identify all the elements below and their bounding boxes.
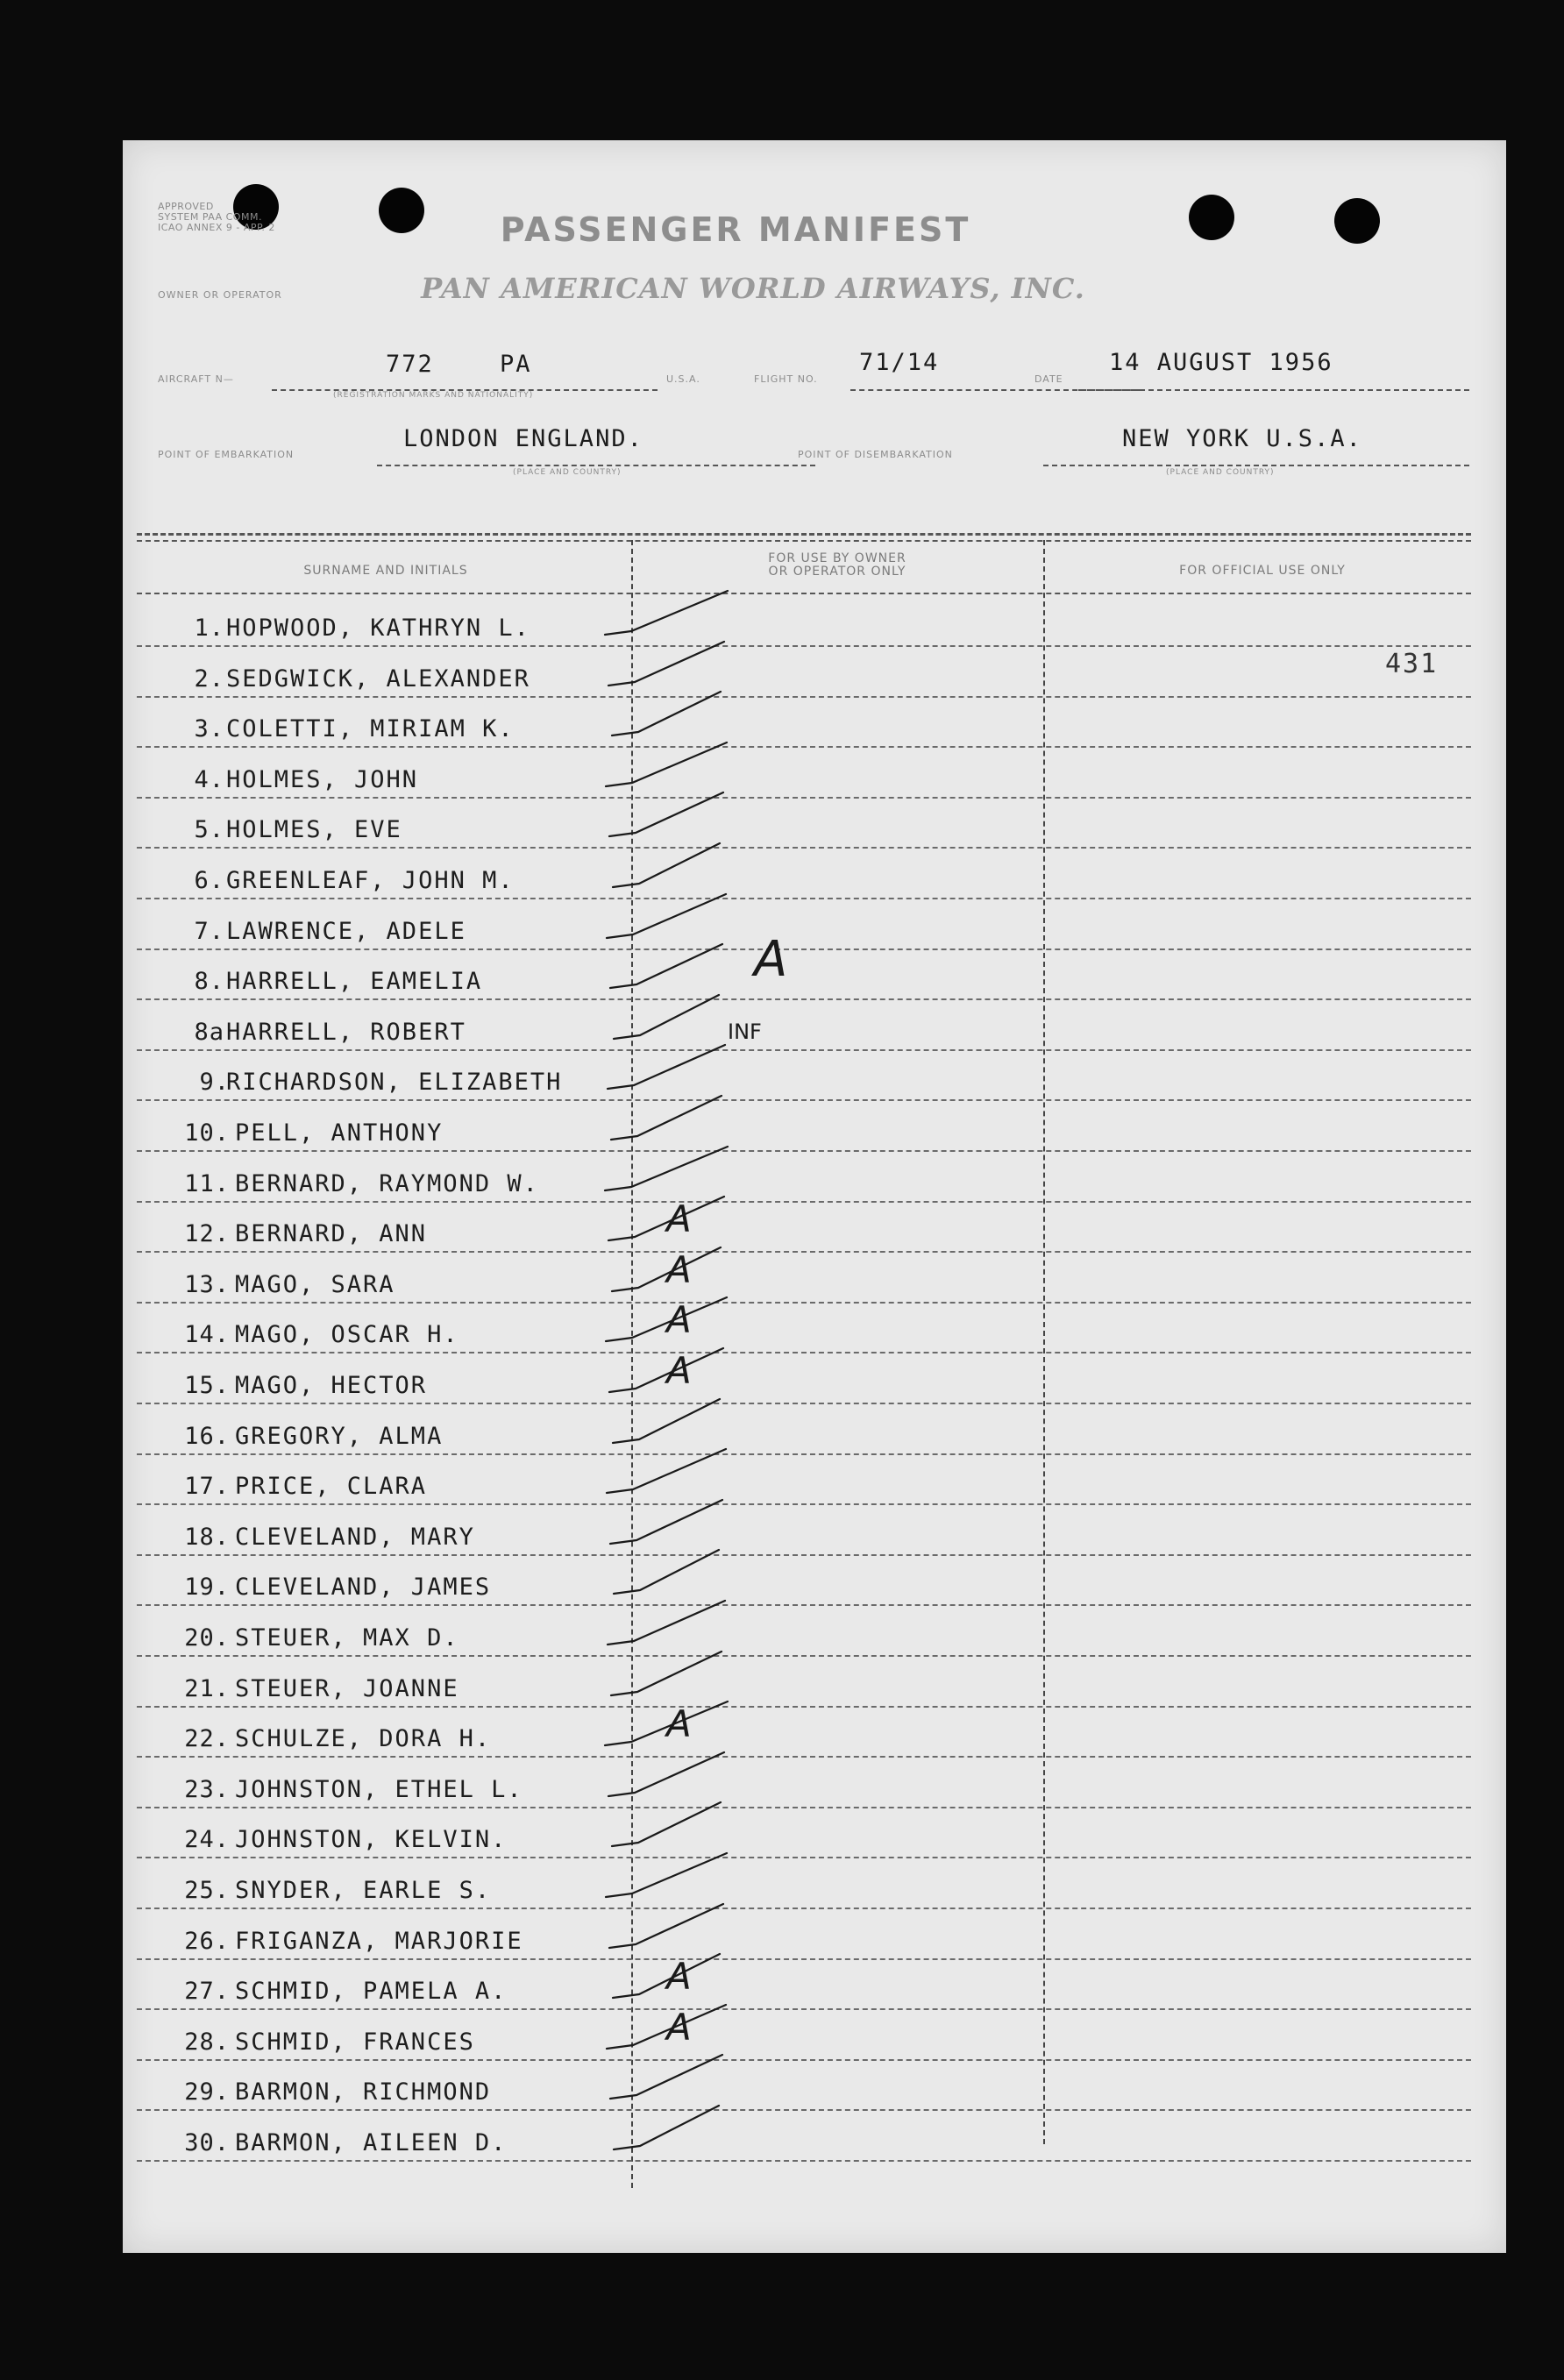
passenger-name: LAWRENCE, ADELE (226, 917, 466, 945)
date-underline (1078, 389, 1469, 391)
passenger-number: 23. (184, 1775, 230, 1803)
handwritten-mark: A (666, 2005, 692, 2049)
passenger-number: 16. (184, 1422, 230, 1450)
passenger-number: 28. (184, 2028, 230, 2056)
passenger-number: 9. (199, 1069, 230, 1097)
passenger-number: 8a (194, 1018, 224, 1046)
passenger-name: SCHMID, PAMELA A. (235, 1978, 508, 2006)
passenger-name: STEUER, MAX D. (235, 1624, 459, 1652)
passenger-number: 25. (184, 1877, 230, 1904)
passenger-number: 22. (184, 1725, 230, 1753)
passenger-number: 2. (194, 664, 224, 693)
passenger-name: SCHULZE, DORA H. (235, 1725, 492, 1753)
passenger-number: 10. (184, 1119, 230, 1147)
passenger-row (123, 1808, 1506, 1858)
passenger-number: 20. (184, 1624, 230, 1652)
aircraft-number: 772 (386, 351, 434, 378)
passenger-row (123, 1758, 1506, 1808)
passenger-name: COLETTI, MIRIAM K. (226, 715, 515, 743)
passenger-row (123, 1101, 1506, 1152)
handwritten-mark: A (666, 1702, 692, 1746)
passenger-row (123, 798, 1506, 849)
passenger-row (123, 2111, 1506, 2162)
passenger-name: JOHNSTON, ETHEL L. (235, 1775, 523, 1803)
passenger-name: SEDGWICK, ALEXANDER (226, 664, 530, 693)
passenger-row (123, 748, 1506, 799)
row-rule (137, 2160, 1471, 2162)
passenger-row (123, 1702, 1506, 1758)
company-name: PAN AMERICAN WORLD AIRWAYS, INC. (421, 272, 1085, 305)
handwritten-mark: A (754, 931, 788, 989)
passenger-row (123, 1657, 1506, 1708)
approval-line: SYSTEM PAA COMM. (158, 211, 262, 223)
aircraft-label: AIRCRAFT N— (158, 373, 234, 385)
table-top-rule (137, 533, 1471, 536)
handwritten-mark: A (666, 1197, 692, 1241)
passenger-number: 7. (194, 917, 224, 945)
passenger-row (123, 1555, 1506, 1606)
passenger-name: HOPWOOD, KATHRYN L. (226, 615, 530, 642)
passenger-name: GREGORY, ALMA (235, 1422, 444, 1450)
passenger-name: PELL, ANTHONY (235, 1119, 444, 1147)
passenger-row (123, 1000, 1506, 1051)
passenger-name: GREENLEAF, JOHN M. (226, 867, 515, 894)
passenger-number: 15. (184, 1372, 230, 1399)
usa-label: U.S.A. (666, 373, 700, 385)
passenger-number: 6. (194, 867, 224, 894)
owner-label: OWNER OR OPERATOR (158, 289, 282, 301)
passenger-number: 29. (184, 2078, 230, 2106)
approval-line: ICAO ANNEX 9 - APP. 2 (158, 222, 275, 233)
passenger-row (123, 849, 1506, 899)
registration-caption: (REGISTRATION MARKS AND NATIONALITY) (333, 391, 534, 400)
flight-number: 71/14 (859, 349, 940, 376)
passenger-number: 21. (184, 1674, 230, 1702)
passenger-row (123, 1909, 1506, 1960)
handwritten-mark: A (666, 1349, 692, 1392)
handwritten-mark: INF (728, 1019, 762, 1044)
manifest-sheet (123, 140, 1506, 2253)
passenger-row (123, 1197, 1506, 1253)
date-label: DATE (1034, 373, 1063, 385)
passenger-row (123, 899, 1506, 950)
passenger-number: 24. (184, 1826, 230, 1854)
passenger-name: MAGO, SARA (235, 1270, 395, 1298)
embarkation-underline (377, 465, 815, 466)
passenger-number: 18. (184, 1523, 230, 1551)
passenger-row (123, 2005, 1506, 2061)
column-header-official: FOR OFFICIAL USE ONLY (1179, 564, 1346, 578)
header-rule (137, 593, 1471, 594)
passenger-row (123, 1404, 1506, 1455)
passenger-row (123, 596, 1506, 647)
passenger-name: BERNARD, RAYMOND W. (235, 1169, 539, 1197)
passenger-number: 14. (184, 1321, 230, 1349)
passenger-number: 1. (194, 615, 224, 642)
disembarkation-point: NEW YORK U.S.A. (1122, 425, 1362, 452)
passenger-row (123, 2060, 1506, 2111)
passenger-name: HARRELL, ROBERT (226, 1018, 466, 1046)
passenger-name: HOLMES, EVE (226, 816, 402, 844)
handwritten-mark: A (666, 1247, 692, 1291)
column-header-owner-line: FOR USE BY OWNER (768, 551, 906, 565)
table-top-rule-2 (137, 540, 1471, 542)
passenger-row (123, 1050, 1506, 1101)
passenger-number: 26. (184, 1927, 230, 1955)
manifest-date: 14 AUGUST 1956 (1109, 349, 1333, 376)
passenger-name: HARRELL, EAMELIA (226, 968, 483, 996)
place-caption-left: (PLACE AND COUNTRY) (513, 468, 622, 477)
passenger-name: BARMON, RICHMOND (235, 2078, 492, 2106)
passenger-name: MAGO, HECTOR (235, 1372, 428, 1399)
passenger-number: 13. (184, 1270, 230, 1298)
passenger-row (123, 697, 1506, 748)
passenger-name: CLEVELAND, JAMES (235, 1574, 492, 1602)
passenger-number: 3. (194, 715, 224, 743)
form-title: PASSENGER MANIFEST (500, 210, 971, 249)
embarkation-point: LONDON ENGLAND. (403, 425, 643, 452)
passenger-number: 30. (184, 2129, 230, 2156)
passenger-number: 19. (184, 1574, 230, 1602)
passenger-row (123, 1858, 1506, 1909)
passenger-name: BARMON, AILEEN D. (235, 2129, 508, 2156)
passenger-number: 11. (184, 1169, 230, 1197)
passenger-name: BERNARD, ANN (235, 1220, 428, 1248)
passenger-number: 27. (184, 1978, 230, 2006)
approval-line: APPROVED (158, 201, 214, 212)
passenger-row (123, 647, 1506, 698)
passenger-name: RICHARDSON, ELIZABETH (226, 1069, 563, 1097)
passenger-row (123, 1955, 1506, 2010)
passenger-row (123, 1247, 1506, 1304)
passenger-row (123, 1454, 1506, 1505)
passenger-name: FRIGANZA, MARJORIE (235, 1927, 523, 1955)
passenger-name: JOHNSTON, KELVIN. (235, 1826, 508, 1854)
handwritten-mark: A (666, 1955, 692, 1999)
passenger-name: PRICE, CLARA (235, 1473, 428, 1501)
column-header-owner (640, 552, 1034, 579)
passenger-row (123, 1606, 1506, 1657)
official-number: 431 (1385, 649, 1439, 679)
handwritten-mark: A (666, 1298, 692, 1342)
disembarkation-label: POINT OF DISEMBARKATION (798, 449, 953, 460)
passenger-name: HOLMES, JOHN (226, 765, 419, 793)
passenger-number: 4. (194, 765, 224, 793)
passenger-number: 5. (194, 816, 224, 844)
passenger-row (123, 1349, 1506, 1404)
passenger-name: SCHMID, FRANCES (235, 2028, 475, 2056)
passenger-name: STEUER, JOANNE (235, 1674, 459, 1702)
embarkation-label: POINT OF EMBARKATION (158, 449, 295, 460)
disembarkation-underline (1043, 465, 1469, 466)
passenger-number: 17. (184, 1473, 230, 1501)
passenger-name: MAGO, OSCAR H. (235, 1321, 459, 1349)
passenger-name: SNYDER, EARLE S. (235, 1877, 492, 1904)
passenger-row (123, 1505, 1506, 1556)
passenger-number: 8. (194, 968, 224, 996)
passenger-number: 12. (184, 1220, 230, 1248)
flight-label: FLIGHT NO. (754, 373, 818, 385)
passenger-name: CLEVELAND, MARY (235, 1523, 475, 1551)
check-mark-icon (596, 2100, 745, 2162)
place-caption-right: (PLACE AND COUNTRY) (1166, 468, 1275, 477)
aircraft-suffix: PA (500, 351, 532, 378)
passenger-row (123, 1152, 1506, 1203)
passenger-row (123, 1298, 1506, 1353)
column-header-owner-line: OR OPERATOR ONLY (768, 565, 906, 579)
column-header-surname: SURNAME AND INITIALS (303, 564, 468, 578)
